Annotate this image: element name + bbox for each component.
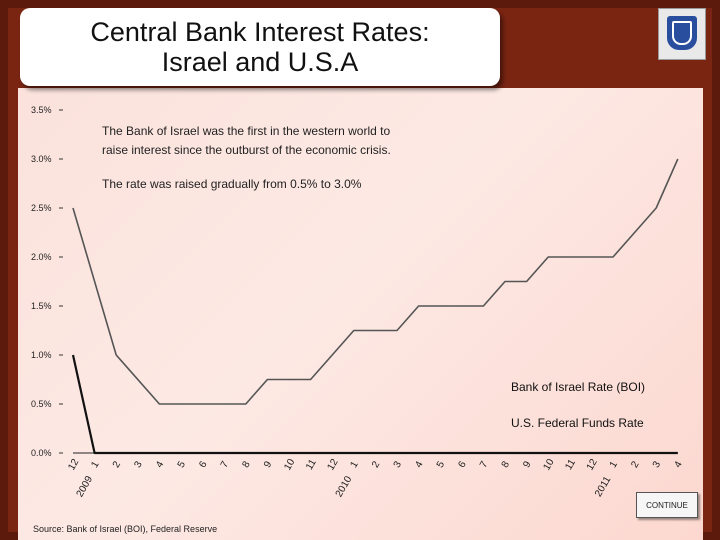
legend [511,380,645,430]
x-tick-label: 10 [541,457,557,473]
x-year-label: 2010 [333,474,355,500]
annotation-line-1: The Bank of Israel was the first in the western world to [102,124,391,138]
y-tick-label: 3.5% [31,105,52,115]
x-tick-label: 1 [348,459,361,470]
x-tick-label: 2 [110,459,124,470]
y-tick-label: 0.0% [31,448,52,458]
annotation-line-3: The rate was raised gradually from 0.5% to 3.0% [102,177,362,191]
y-tick-label: 2.0% [31,252,52,262]
y-axis [31,105,63,458]
x-tick-label: 12 [584,457,600,473]
x-tick-label: 2 [370,459,383,470]
continue-button[interactable]: CONTINUE [636,492,698,518]
x-tick-label: 1 [607,459,620,470]
x-tick-label: 4 [154,459,167,470]
x-tick-label: 1 [89,459,102,470]
x-tick-label: 4 [413,459,426,470]
y-tick-label: 3.0% [31,154,52,164]
legend-label-boi: Bank of Israel Rate (BOI) [511,380,646,394]
x-tick-label: 8 [499,459,512,470]
y-tick-label: 0.5% [31,399,52,409]
x-tick-label: 3 [132,459,145,470]
annotations [102,124,391,191]
x-year-label: 2011 [593,474,614,499]
slide-title-line-1: Central Bank Interest Rates: [90,17,430,47]
annotation-line-2: raise interest since the outburst of the economic crisis. [102,143,391,157]
x-tick-label: 3 [650,459,664,470]
x-tick-label: 6 [197,459,210,470]
x-tick-label: 12 [66,457,82,473]
y-tick-label: 2.5% [31,203,52,213]
x-tick-label: 11 [304,457,319,472]
x-tick-label: 7 [218,459,232,470]
y-tick-label: 1.5% [31,301,52,311]
x-tick-label: 12 [325,457,341,473]
x-tick-label: 11 [563,457,578,472]
x-tick-label: 10 [282,457,298,473]
legend-label-us: U.S. Federal Funds Rate [511,416,644,430]
x-axis [66,453,685,499]
y-tick-label: 1.0% [31,350,52,360]
source-note: Source: Bank of Israel (BOI), Federal Reserve [33,524,218,534]
x-tick-label: 5 [175,459,188,470]
x-tick-label: 9 [262,459,275,470]
x-tick-label: 3 [391,459,404,470]
x-tick-label: 2 [629,459,642,470]
x-year-label: 2009 [74,474,96,500]
x-tick-label: 7 [478,459,491,470]
x-tick-label: 9 [521,459,534,470]
x-tick-label: 8 [240,459,253,470]
boi-rate-line [73,159,678,404]
x-tick-label: 4 [672,459,685,470]
slide-title-line-2: Israel and U.S.A [161,47,359,77]
x-tick-label: 6 [456,459,469,470]
x-tick-label: 5 [434,459,448,470]
series-layer [73,159,678,453]
